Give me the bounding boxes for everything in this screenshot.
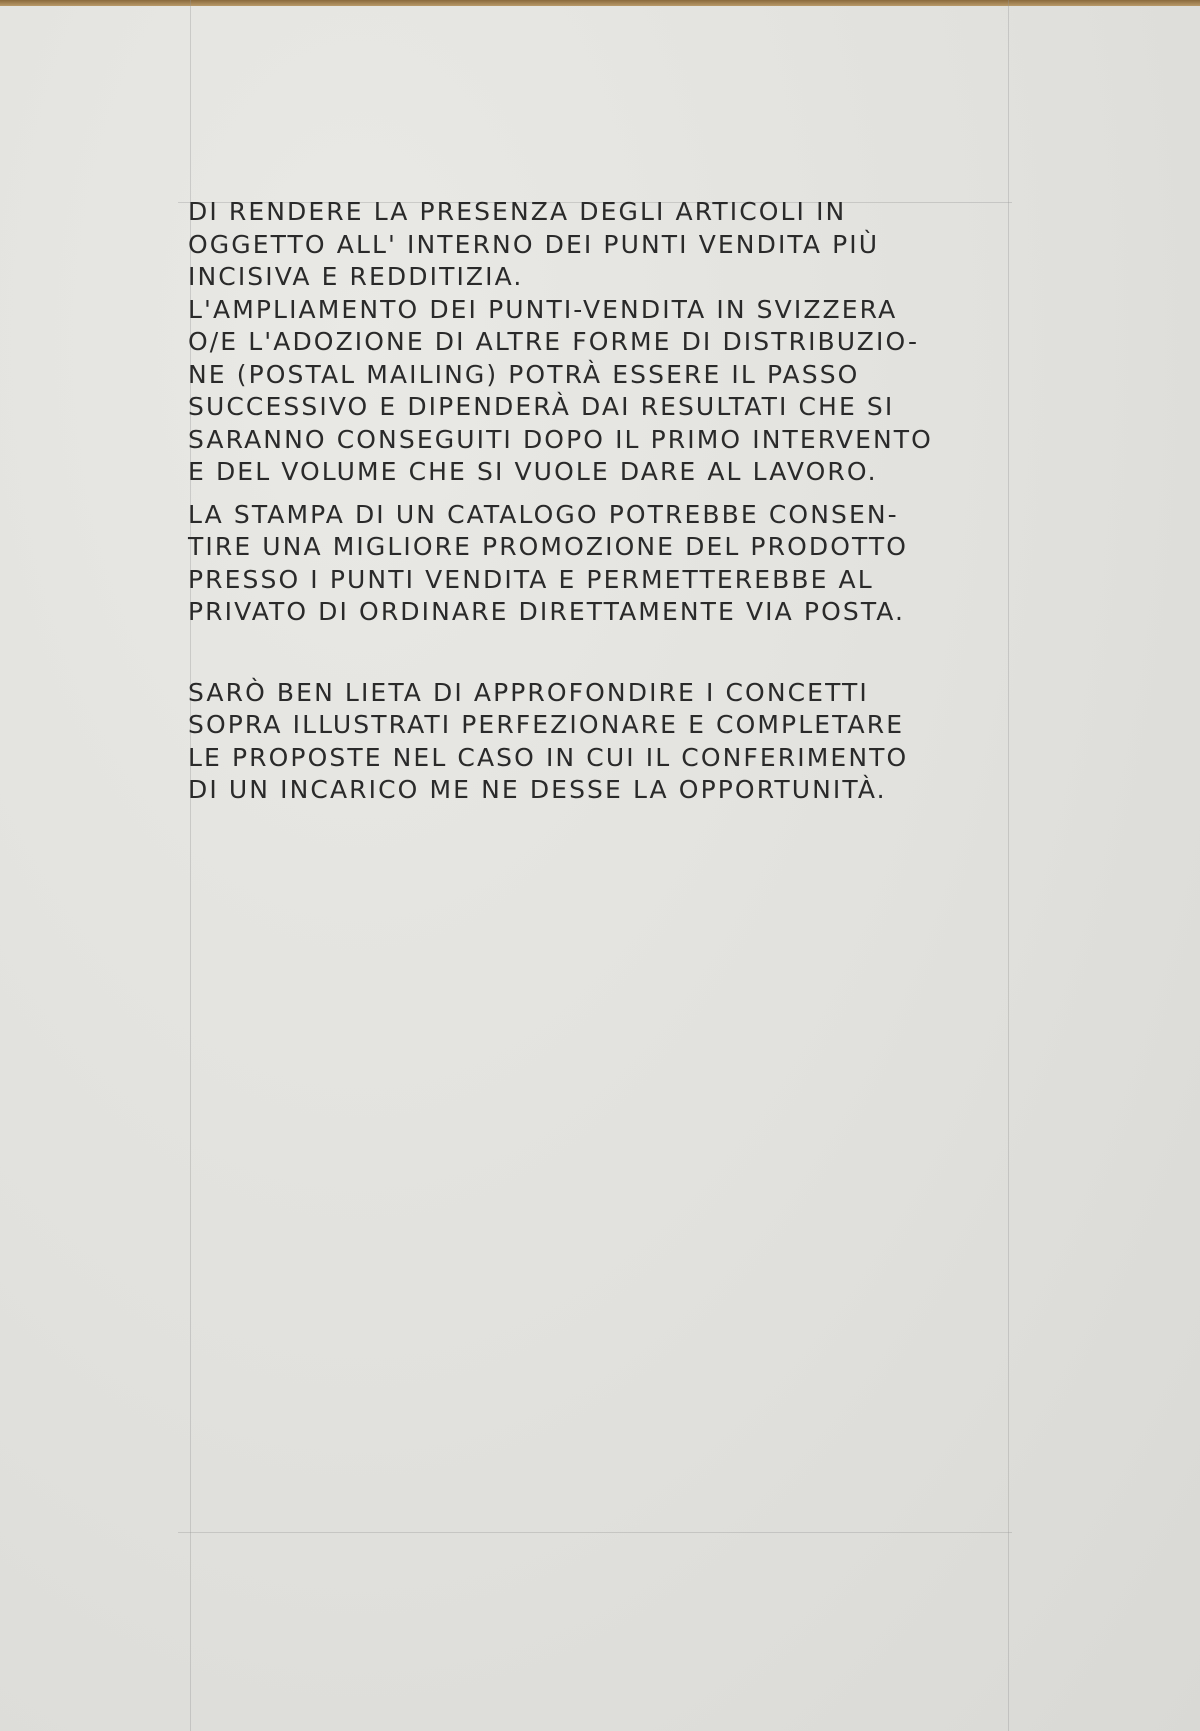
text-line: L'AMPLIAMENTO DEI PUNTI-VENDITA IN SVIZZERA <box>188 294 898 324</box>
text-line: LA STAMPA DI UN CATALOGO POTREBBE CONSEN- <box>188 499 899 529</box>
text-line: INCISIVA E REDDITIZIA. <box>188 262 524 291</box>
text-line: PRIVATO DI ORDINARE DIRETTAMENTE VIA POSTA. <box>188 597 906 626</box>
paragraph-2 <box>188 294 1018 489</box>
handwritten-text <box>188 196 1018 807</box>
paragraph-1 <box>188 196 1018 294</box>
text-line: DI RENDERE LA PRESENZA DEGLI ARTICOLI IN <box>188 197 847 226</box>
paragraph-gap <box>188 629 1018 677</box>
paragraph-3 <box>188 499 1018 629</box>
margin-guide-bottom <box>178 1532 1012 1533</box>
paragraph-4 <box>188 677 1018 807</box>
text-line: SARANNO CONSEGUITI DOPO IL PRIMO INTERVENTO <box>188 424 933 454</box>
text-line: O/E L'ADOZIONE DI ALTRE FORME DI DISTRIBUZIO- <box>188 327 920 356</box>
text-line: PRESSO I PUNTI VENDITA E PERMETTEREBBE AL <box>188 564 874 594</box>
text-line: SOPRA ILLUSTRATI PERFEZIONARE E COMPLETARE <box>188 710 905 739</box>
table-edge <box>0 0 1200 6</box>
text-line: DI UN INCARICO ME NE DESSE LA OPPORTUNITÀ. <box>188 775 887 804</box>
text-line: TIRE UNA MIGLIORE PROMOZIONE DEL PRODOTTO <box>188 532 909 561</box>
text-line: NE (POSTAL MAILING) POTRÀ ESSERE IL PASSO <box>188 359 860 389</box>
paragraph-gap <box>188 489 1018 499</box>
text-line: LE PROPOSTE NEL CASO IN CUI IL CONFERIMENTO <box>188 742 909 772</box>
text-line: OGGETTO ALL' INTERNO DEI PUNTI VENDITA PIÙ <box>188 229 880 259</box>
text-line: SARÒ BEN LIETA DI APPROFONDIRE I CONCETTI <box>188 677 869 707</box>
text-line: SUCCESSIVO E DIPENDERÀ DAI RESULTATI CHE SI <box>188 392 895 421</box>
text-line: E DEL VOLUME CHE SI VUOLE DARE AL LAVORO. <box>188 457 878 486</box>
